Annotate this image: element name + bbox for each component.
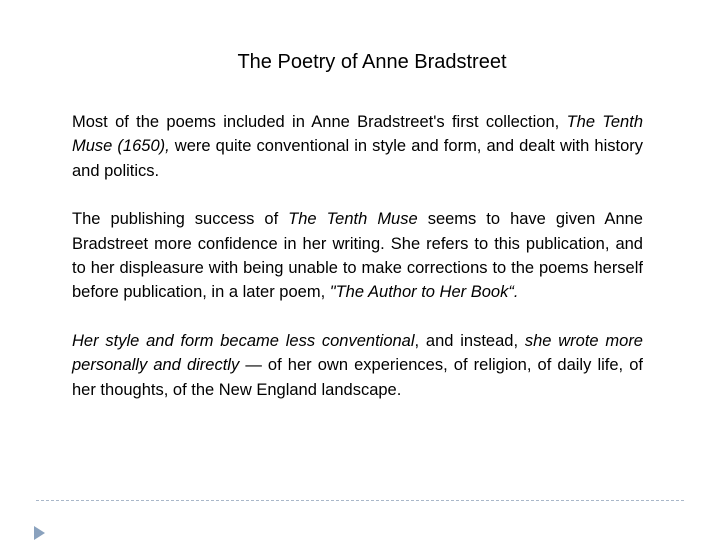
- triangle-bullet-icon: [34, 526, 45, 540]
- p2-text-c: seems to have given Anne Bradstreet more confidence in her writing. She refers to this publication, and to her displeasure with being unable to make corrections to the poems herself before publication, in a later poem,: [72, 210, 643, 302]
- footer-divider: [36, 500, 684, 501]
- p1-text-a: Most of the poems included in Anne Bradstreet's first collection,: [72, 113, 567, 131]
- p3-text-d: — of her own experiences, of religion, of daily life, of her thoughts, of the New England landscape.: [72, 356, 643, 399]
- p3-italic-c: she wrote more personally and directly: [72, 331, 643, 375]
- paragraph-3: [72, 329, 643, 402]
- p2-book-title: The Tenth Muse: [288, 210, 418, 229]
- paragraph-2: [72, 207, 643, 305]
- p1-text-c: were quite conventional in style and form, and dealt with history and politics.: [72, 137, 643, 180]
- slide-body: [72, 110, 643, 426]
- slide-title: The Poetry of Anne Bradstreet: [237, 51, 507, 73]
- p2-poem-title: "The Author to Her Book“.: [329, 283, 519, 302]
- paragraph-1: [72, 110, 643, 183]
- p3-italic-a: Her style and form became less conventional: [72, 331, 415, 350]
- p2-text-a: The publishing success of: [72, 210, 289, 229]
- p3-text-b: , and instead,: [414, 331, 525, 350]
- p1-book-title: The Tenth Muse (1650),: [72, 113, 643, 156]
